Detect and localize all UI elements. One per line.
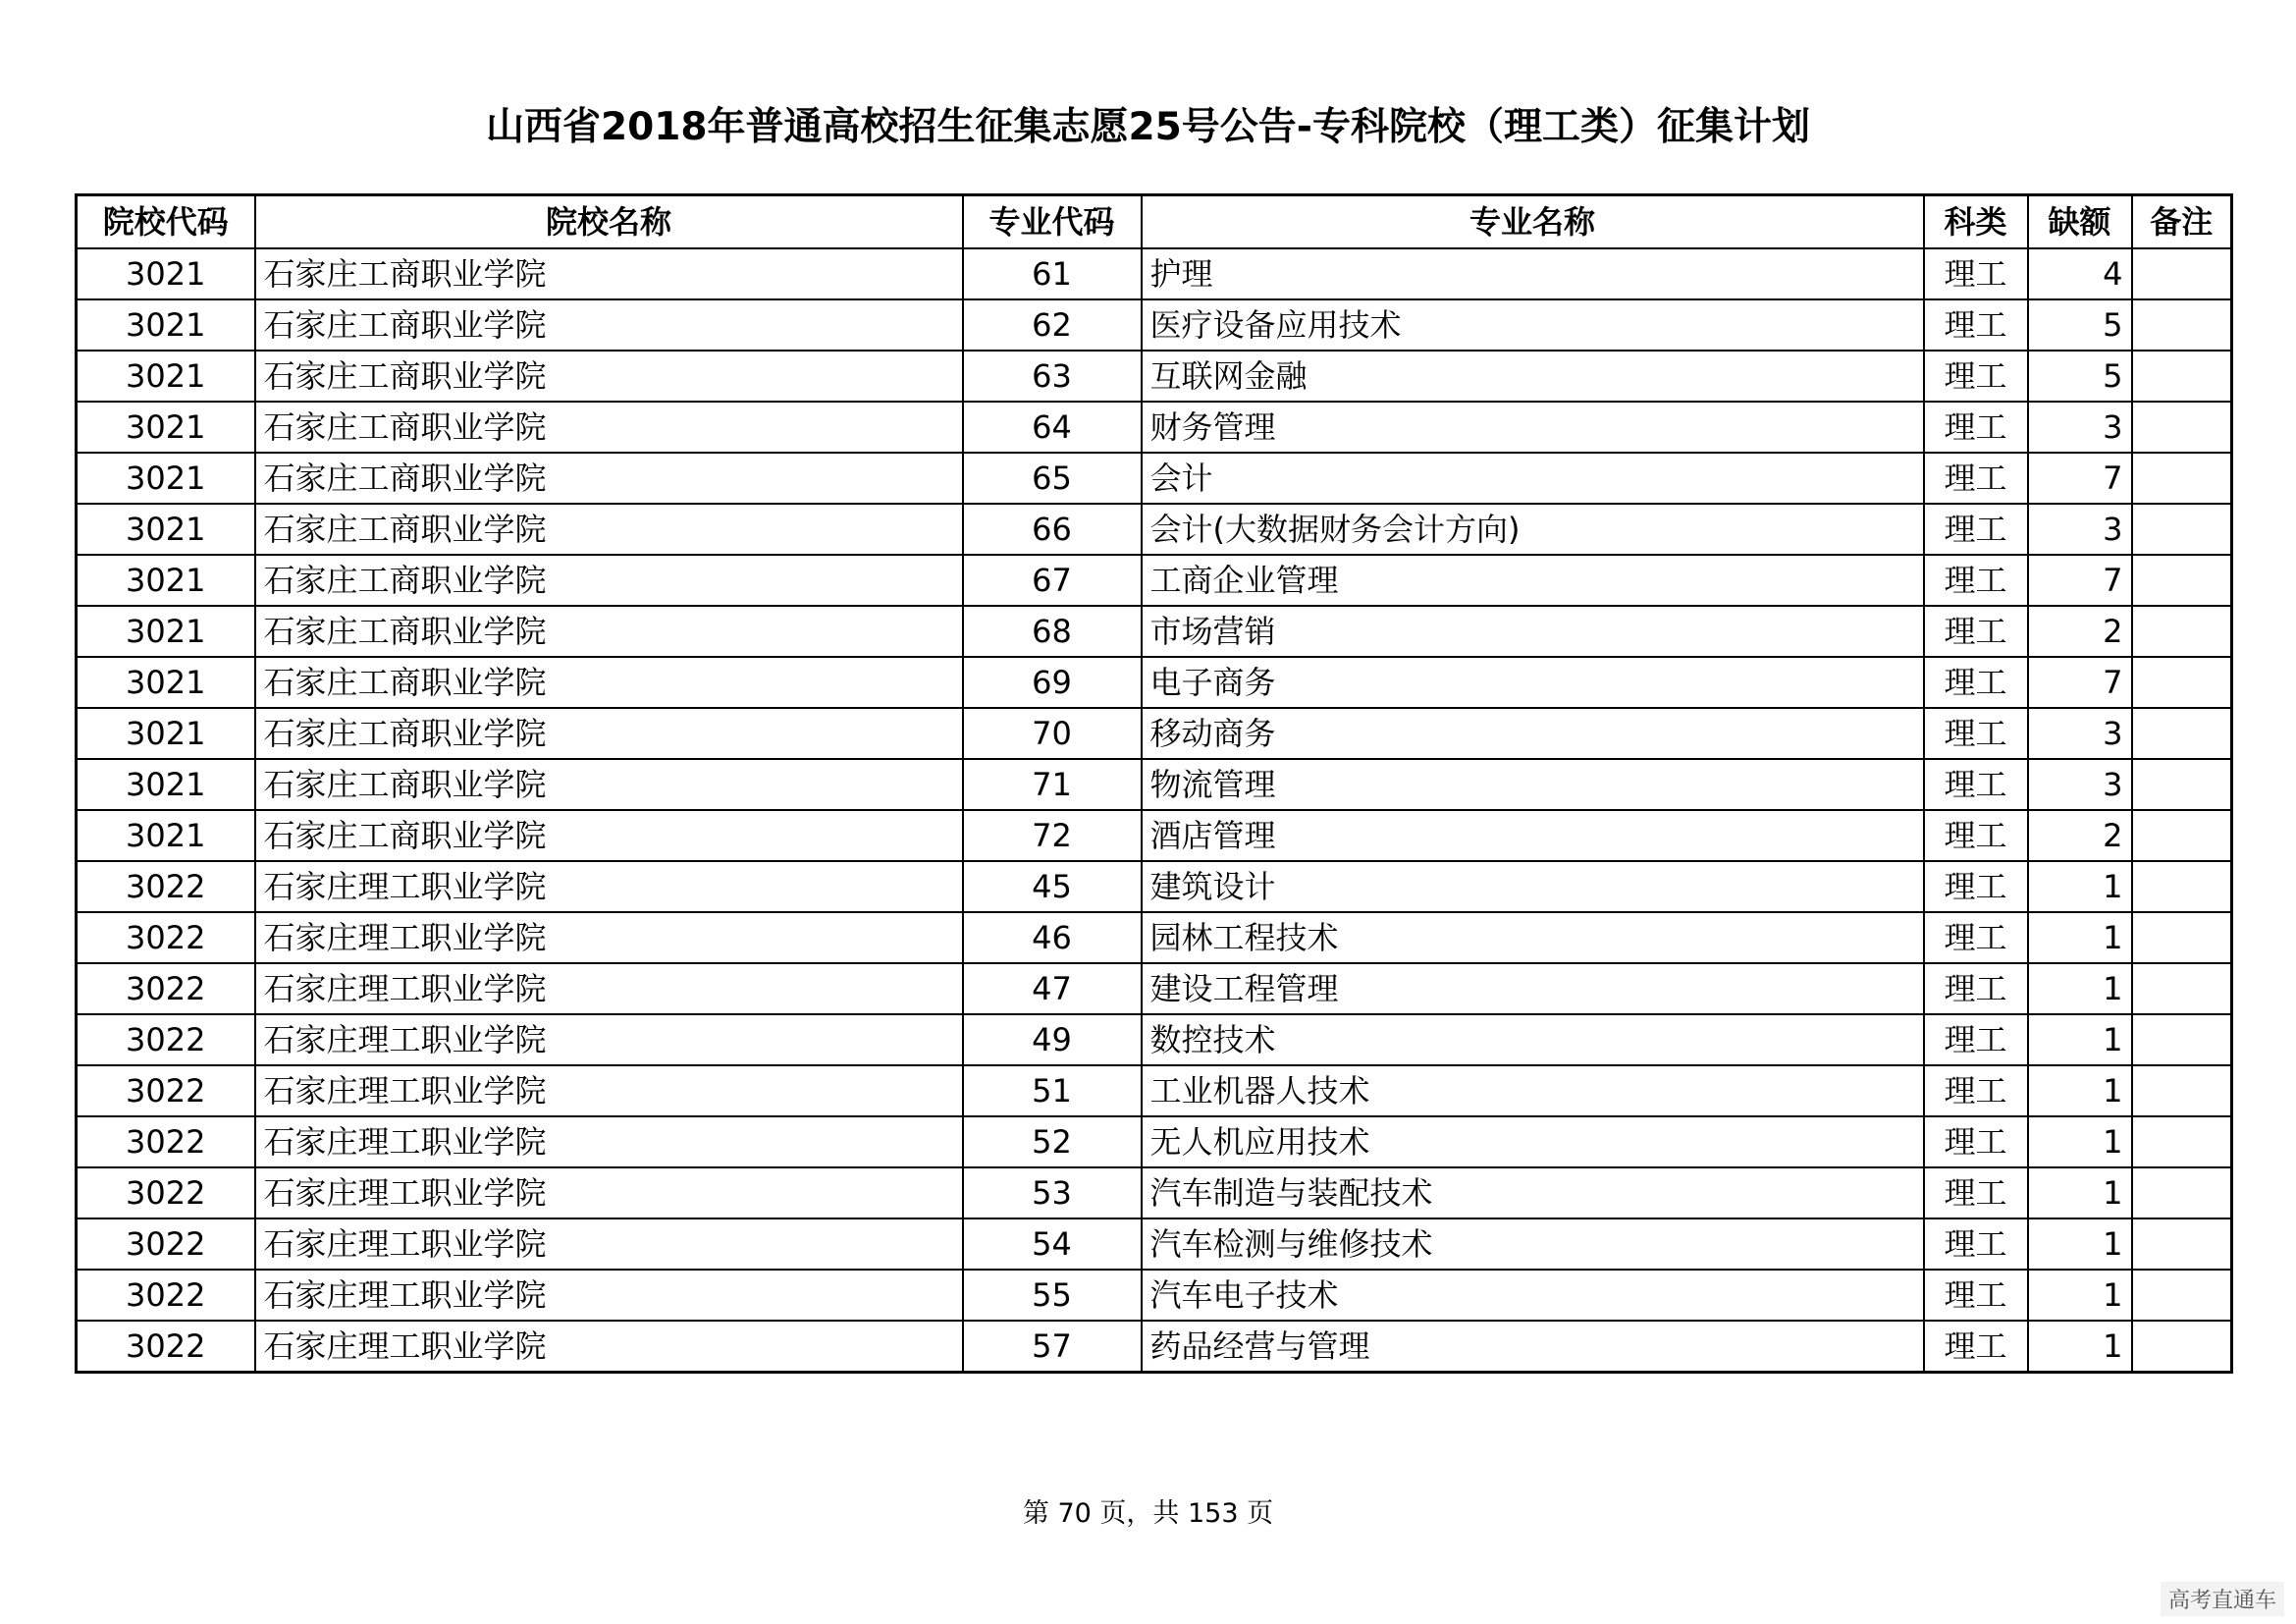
cell-vacancy: 5 bbox=[2028, 299, 2132, 351]
cell-school-name: 石家庄工商职业学院 bbox=[255, 351, 963, 402]
cell-school-code: 3021 bbox=[77, 504, 255, 555]
cell-category: 理工 bbox=[1924, 1218, 2028, 1270]
cell-major-code: 66 bbox=[963, 504, 1142, 555]
cell-major-name: 药品经营与管理 bbox=[1142, 1321, 1924, 1373]
table-row bbox=[77, 759, 2232, 810]
cell-note bbox=[2132, 453, 2232, 504]
cell-category: 理工 bbox=[1924, 606, 2028, 657]
cell-category: 理工 bbox=[1924, 299, 2028, 351]
cell-note bbox=[2132, 810, 2232, 861]
cell-school-code: 3021 bbox=[77, 759, 255, 810]
cell-school-code: 3021 bbox=[77, 555, 255, 606]
cell-school-code: 3022 bbox=[77, 1065, 255, 1116]
cell-school-name: 石家庄工商职业学院 bbox=[255, 555, 963, 606]
cell-category: 理工 bbox=[1924, 402, 2028, 453]
cell-school-code: 3021 bbox=[77, 606, 255, 657]
cell-note bbox=[2132, 351, 2232, 402]
cell-vacancy: 2 bbox=[2028, 810, 2132, 861]
document-title: 山西省2018年普通高校招生征集志愿25号公告-专科院校（理工类）征集计划 bbox=[485, 105, 1810, 149]
cell-school-code: 3022 bbox=[77, 1270, 255, 1321]
cell-note bbox=[2132, 912, 2232, 963]
cell-school-name: 石家庄工商职业学院 bbox=[255, 453, 963, 504]
cell-vacancy: 1 bbox=[2028, 912, 2132, 963]
cell-note bbox=[2132, 963, 2232, 1014]
cell-major-name: 酒店管理 bbox=[1142, 810, 1924, 861]
cell-note bbox=[2132, 708, 2232, 759]
table-row bbox=[77, 1167, 2232, 1218]
table-row bbox=[77, 1218, 2232, 1270]
cell-category: 理工 bbox=[1924, 708, 2028, 759]
cell-note bbox=[2132, 1065, 2232, 1116]
cell-category: 理工 bbox=[1924, 1167, 2028, 1218]
cell-major-code: 45 bbox=[963, 861, 1142, 912]
header-major-name: 专业名称 bbox=[1142, 195, 1924, 249]
cell-vacancy: 5 bbox=[2028, 351, 2132, 402]
cell-school-name: 石家庄工商职业学院 bbox=[255, 606, 963, 657]
cell-major-name: 园林工程技术 bbox=[1142, 912, 1924, 963]
cell-category: 理工 bbox=[1924, 759, 2028, 810]
cell-vacancy: 1 bbox=[2028, 1167, 2132, 1218]
cell-note bbox=[2132, 1321, 2232, 1373]
cell-school-code: 3021 bbox=[77, 810, 255, 861]
cell-school-code: 3022 bbox=[77, 861, 255, 912]
cell-category: 理工 bbox=[1924, 351, 2028, 402]
cell-category: 理工 bbox=[1924, 1065, 2028, 1116]
cell-school-name: 石家庄工商职业学院 bbox=[255, 759, 963, 810]
cell-major-code: 65 bbox=[963, 453, 1142, 504]
cell-major-code: 57 bbox=[963, 1321, 1142, 1373]
header-school-name: 院校名称 bbox=[255, 195, 963, 249]
cell-major-code: 46 bbox=[963, 912, 1142, 963]
cell-school-code: 3022 bbox=[77, 963, 255, 1014]
cell-category: 理工 bbox=[1924, 1270, 2028, 1321]
cell-vacancy: 1 bbox=[2028, 861, 2132, 912]
cell-major-name: 物流管理 bbox=[1142, 759, 1924, 810]
cell-school-code: 3022 bbox=[77, 1116, 255, 1167]
cell-major-code: 69 bbox=[963, 657, 1142, 708]
cell-major-name: 工业机器人技术 bbox=[1142, 1065, 1924, 1116]
cell-major-name: 汽车电子技术 bbox=[1142, 1270, 1924, 1321]
cell-major-name: 会计 bbox=[1142, 453, 1924, 504]
table-row bbox=[77, 504, 2232, 555]
cell-category: 理工 bbox=[1924, 657, 2028, 708]
cell-note bbox=[2132, 861, 2232, 912]
cell-major-name: 汽车制造与装配技术 bbox=[1142, 1167, 1924, 1218]
cell-school-name: 石家庄理工职业学院 bbox=[255, 1218, 963, 1270]
cell-note bbox=[2132, 1014, 2232, 1065]
cell-school-code: 3021 bbox=[77, 351, 255, 402]
cell-note bbox=[2132, 248, 2232, 299]
cell-vacancy: 1 bbox=[2028, 1116, 2132, 1167]
cell-school-name: 石家庄工商职业学院 bbox=[255, 299, 963, 351]
header-category: 科类 bbox=[1924, 195, 2028, 249]
cell-school-name: 石家庄工商职业学院 bbox=[255, 402, 963, 453]
cell-major-name: 护理 bbox=[1142, 248, 1924, 299]
cell-vacancy: 1 bbox=[2028, 1270, 2132, 1321]
header-major-code: 专业代码 bbox=[963, 195, 1142, 249]
cell-note bbox=[2132, 402, 2232, 453]
cell-school-code: 3021 bbox=[77, 708, 255, 759]
cell-major-name: 移动商务 bbox=[1142, 708, 1924, 759]
cell-vacancy: 1 bbox=[2028, 1065, 2132, 1116]
cell-major-name: 会计(大数据财务会计方向) bbox=[1142, 504, 1924, 555]
cell-major-code: 51 bbox=[963, 1065, 1142, 1116]
cell-category: 理工 bbox=[1924, 555, 2028, 606]
cell-school-name: 石家庄工商职业学院 bbox=[255, 810, 963, 861]
cell-school-name: 石家庄理工职业学院 bbox=[255, 861, 963, 912]
cell-note bbox=[2132, 1167, 2232, 1218]
table-row bbox=[77, 1014, 2232, 1065]
table-row bbox=[77, 606, 2232, 657]
cell-vacancy: 7 bbox=[2028, 555, 2132, 606]
cell-major-name: 医疗设备应用技术 bbox=[1142, 299, 1924, 351]
cell-school-code: 3021 bbox=[77, 299, 255, 351]
cell-school-name: 石家庄工商职业学院 bbox=[255, 504, 963, 555]
cell-note bbox=[2132, 606, 2232, 657]
cell-category: 理工 bbox=[1924, 810, 2028, 861]
cell-vacancy: 3 bbox=[2028, 402, 2132, 453]
table-row bbox=[77, 248, 2232, 299]
cell-school-name: 石家庄理工职业学院 bbox=[255, 912, 963, 963]
table-row bbox=[77, 708, 2232, 759]
cell-major-code: 52 bbox=[963, 1116, 1142, 1167]
cell-category: 理工 bbox=[1924, 1321, 2028, 1373]
cell-major-name: 市场营销 bbox=[1142, 606, 1924, 657]
table-row bbox=[77, 1116, 2232, 1167]
cell-note bbox=[2132, 1218, 2232, 1270]
cell-note bbox=[2132, 657, 2232, 708]
cell-major-code: 67 bbox=[963, 555, 1142, 606]
cell-major-name: 财务管理 bbox=[1142, 402, 1924, 453]
table-row bbox=[77, 657, 2232, 708]
cell-vacancy: 3 bbox=[2028, 504, 2132, 555]
cell-vacancy: 1 bbox=[2028, 1014, 2132, 1065]
cell-major-name: 无人机应用技术 bbox=[1142, 1116, 1924, 1167]
cell-major-name: 电子商务 bbox=[1142, 657, 1924, 708]
cell-major-code: 64 bbox=[963, 402, 1142, 453]
cell-school-name: 石家庄工商职业学院 bbox=[255, 248, 963, 299]
cell-major-code: 62 bbox=[963, 299, 1142, 351]
cell-major-code: 72 bbox=[963, 810, 1142, 861]
header-school-code: 院校代码 bbox=[77, 195, 255, 249]
cell-major-code: 63 bbox=[963, 351, 1142, 402]
cell-school-name: 石家庄理工职业学院 bbox=[255, 1167, 963, 1218]
cell-major-code: 49 bbox=[963, 1014, 1142, 1065]
cell-major-code: 55 bbox=[963, 1270, 1142, 1321]
cell-vacancy: 1 bbox=[2028, 1218, 2132, 1270]
cell-major-name: 互联网金融 bbox=[1142, 351, 1924, 402]
cell-category: 理工 bbox=[1924, 963, 2028, 1014]
cell-category: 理工 bbox=[1924, 861, 2028, 912]
cell-major-name: 工商企业管理 bbox=[1142, 555, 1924, 606]
cell-note bbox=[2132, 1270, 2232, 1321]
header-vacancy: 缺额 bbox=[2028, 195, 2132, 249]
cell-school-code: 3022 bbox=[77, 1218, 255, 1270]
cell-vacancy: 3 bbox=[2028, 759, 2132, 810]
table-row bbox=[77, 1321, 2232, 1373]
cell-school-name: 石家庄工商职业学院 bbox=[255, 708, 963, 759]
cell-category: 理工 bbox=[1924, 453, 2028, 504]
table-body bbox=[77, 248, 2232, 1373]
table-row bbox=[77, 810, 2232, 861]
cell-major-code: 54 bbox=[963, 1218, 1142, 1270]
cell-school-code: 3022 bbox=[77, 1321, 255, 1373]
cell-school-code: 3022 bbox=[77, 1014, 255, 1065]
cell-major-code: 70 bbox=[963, 708, 1142, 759]
cell-category: 理工 bbox=[1924, 1014, 2028, 1065]
cell-major-code: 68 bbox=[963, 606, 1142, 657]
table-row bbox=[77, 351, 2232, 402]
plan-table-container bbox=[75, 193, 2230, 1374]
cell-major-name: 建筑设计 bbox=[1142, 861, 1924, 912]
cell-note bbox=[2132, 1116, 2232, 1167]
cell-major-code: 47 bbox=[963, 963, 1142, 1014]
cell-school-name: 石家庄理工职业学院 bbox=[255, 1270, 963, 1321]
cell-vacancy: 2 bbox=[2028, 606, 2132, 657]
cell-note bbox=[2132, 504, 2232, 555]
cell-school-code: 3021 bbox=[77, 248, 255, 299]
cell-vacancy: 3 bbox=[2028, 708, 2132, 759]
cell-school-name: 石家庄理工职业学院 bbox=[255, 1321, 963, 1373]
header-note: 备注 bbox=[2132, 195, 2232, 249]
cell-note bbox=[2132, 759, 2232, 810]
cell-school-code: 3021 bbox=[77, 402, 255, 453]
cell-category: 理工 bbox=[1924, 912, 2028, 963]
cell-school-code: 3022 bbox=[77, 912, 255, 963]
cell-category: 理工 bbox=[1924, 504, 2028, 555]
cell-major-code: 71 bbox=[963, 759, 1142, 810]
cell-major-name: 数控技术 bbox=[1142, 1014, 1924, 1065]
table-row bbox=[77, 912, 2232, 963]
table-row bbox=[77, 861, 2232, 912]
table-header-row bbox=[77, 195, 2232, 249]
cell-note bbox=[2132, 555, 2232, 606]
cell-category: 理工 bbox=[1924, 1116, 2028, 1167]
cell-school-name: 石家庄工商职业学院 bbox=[255, 657, 963, 708]
table-row bbox=[77, 1065, 2232, 1116]
table-row bbox=[77, 963, 2232, 1014]
cell-note bbox=[2132, 299, 2232, 351]
table-row bbox=[77, 299, 2232, 351]
cell-school-code: 3021 bbox=[77, 657, 255, 708]
cell-school-name: 石家庄理工职业学院 bbox=[255, 1065, 963, 1116]
table-row bbox=[77, 1270, 2232, 1321]
page-number: 第 70 页，共 153 页 bbox=[1022, 1498, 1274, 1529]
cell-major-code: 53 bbox=[963, 1167, 1142, 1218]
table-row bbox=[77, 402, 2232, 453]
table-row bbox=[77, 555, 2232, 606]
cell-school-code: 3022 bbox=[77, 1167, 255, 1218]
cell-school-name: 石家庄理工职业学院 bbox=[255, 1014, 963, 1065]
cell-vacancy: 4 bbox=[2028, 248, 2132, 299]
cell-vacancy: 7 bbox=[2028, 657, 2132, 708]
cell-school-code: 3021 bbox=[77, 453, 255, 504]
cell-school-name: 石家庄理工职业学院 bbox=[255, 963, 963, 1014]
cell-major-name: 建设工程管理 bbox=[1142, 963, 1924, 1014]
enrollment-plan-table bbox=[75, 193, 2233, 1374]
cell-vacancy: 1 bbox=[2028, 1321, 2132, 1373]
table-row bbox=[77, 453, 2232, 504]
cell-major-code: 61 bbox=[963, 248, 1142, 299]
cell-category: 理工 bbox=[1924, 248, 2028, 299]
cell-vacancy: 1 bbox=[2028, 963, 2132, 1014]
cell-school-name: 石家庄理工职业学院 bbox=[255, 1116, 963, 1167]
watermark-logo: 高考直通车 bbox=[2161, 1582, 2284, 1616]
cell-vacancy: 7 bbox=[2028, 453, 2132, 504]
cell-major-name: 汽车检测与维修技术 bbox=[1142, 1218, 1924, 1270]
